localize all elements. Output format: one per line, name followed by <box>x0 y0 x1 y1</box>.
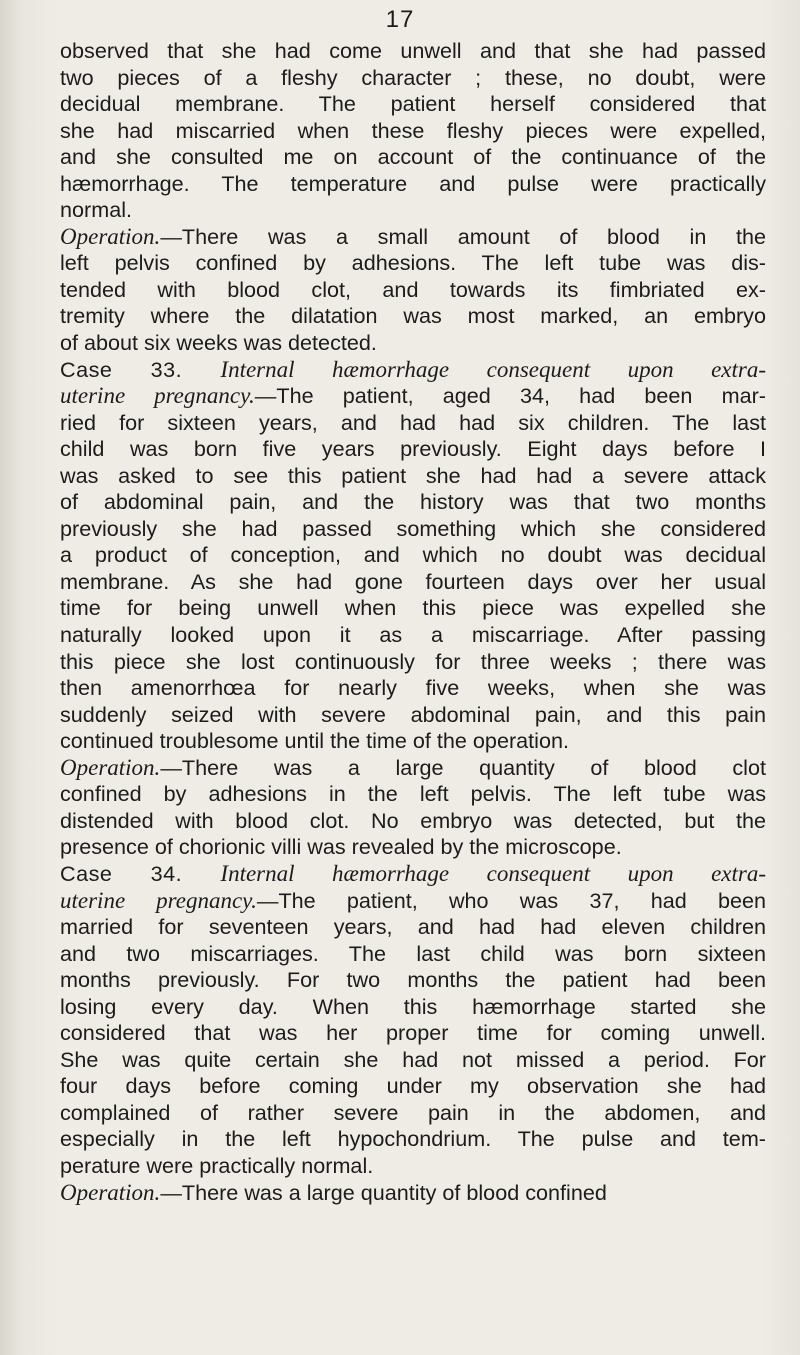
line-text: previously she had passed something which she considered <box>60 515 766 541</box>
line-text: considered that was her proper time for coming unwell. <box>60 1020 766 1046</box>
italic-heading: Internal hæmorrhage consequent upon extra- <box>220 860 766 886</box>
line-text: —There was a small amount of blood in the <box>160 223 766 249</box>
line-text: confined by adhesions in the left pelvis. The left tube was <box>60 781 766 807</box>
body-text <box>60 38 766 1206</box>
text-line <box>60 463 766 490</box>
line-text: time for being unwell when this piece was expelled she <box>60 595 766 621</box>
line-text: and she consulted me on account of the continuance of the <box>60 144 766 170</box>
text-line <box>60 542 766 569</box>
line-text: losing every day. When this hæmorrhage started she <box>60 993 766 1019</box>
text-line <box>60 1126 766 1153</box>
line-text: distended with blood clot. No embryo was detected, but the <box>60 807 766 833</box>
line-text: She was quite certain she had not missed a period. For <box>60 1046 766 1072</box>
text-line <box>60 1020 766 1047</box>
line-text: a product of conception, and which no doubt was decidual <box>60 542 766 568</box>
line-text: hæmorrhage. The temperature and pulse were practically <box>60 170 766 196</box>
text-line <box>60 516 766 543</box>
line-text: observed that she had come unwell and that she had passed <box>60 38 766 63</box>
line-text: months previously. For two months the patient had been <box>60 967 766 993</box>
text-line <box>60 781 766 808</box>
line-text: then amenorrhœa for nearly five weeks, when she was <box>60 675 766 701</box>
text-line <box>60 144 766 171</box>
line-text: normal. <box>60 197 133 223</box>
text-line <box>60 675 766 702</box>
text-line <box>60 861 766 888</box>
line-text: presence of chorionic villi was revealed by the microscope. <box>60 834 622 860</box>
case-label: Case 34. <box>60 860 221 886</box>
line-text: four days before coming under my observation she had <box>60 1073 766 1099</box>
case-label: Case 33. <box>60 356 221 382</box>
line-text: especially in the left hypochondrium. The pulse and tem- <box>60 1126 766 1152</box>
line-text: —The patient, who was 37, had been <box>256 887 766 913</box>
text-line <box>60 1073 766 1100</box>
line-text: decidual membrane. The patient herself considered that <box>60 91 766 117</box>
text-line <box>60 171 766 198</box>
text-line <box>60 197 766 224</box>
italic-heading: Internal hæmorrhage consequent upon extra- <box>220 356 766 382</box>
text-line <box>60 330 766 357</box>
line-text: this piece she lost continuously for three weeks ; there was <box>60 648 766 674</box>
text-line <box>60 755 766 782</box>
text-line <box>60 1153 766 1180</box>
line-text: membrane. As she had gone fourteen days over her usual <box>60 568 766 594</box>
text-line <box>60 941 766 968</box>
line-text: left pelvis confined by adhesions. The left tube was dis- <box>60 250 766 276</box>
line-text: tremity where the dilatation was most marked, an embryo <box>60 303 766 329</box>
line-text: suddenly seized with severe abdominal pain, and this pain <box>60 701 766 727</box>
text-line <box>60 65 766 92</box>
text-line <box>60 994 766 1021</box>
text-line <box>60 1180 766 1207</box>
line-text: —There was a large quantity of blood confined <box>160 1179 607 1205</box>
line-text: and two miscarriages. The last child was born sixteen <box>60 940 766 966</box>
line-text: —There was a large quantity of blood clot <box>160 754 766 780</box>
text-line <box>60 436 766 463</box>
line-text: continued troublesome until the time of the operation. <box>60 728 569 754</box>
italic-heading: uterine pregnancy. <box>60 383 255 409</box>
line-text: of abdominal pain, and the history was that two months <box>60 489 766 515</box>
text-line <box>60 410 766 437</box>
text-line <box>60 834 766 861</box>
line-text: tended with blood clot, and towards its fimbriated ex- <box>60 276 766 302</box>
text-line <box>60 649 766 676</box>
text-line <box>60 702 766 729</box>
text-line <box>60 250 766 277</box>
text-line <box>60 38 766 65</box>
line-text: naturally looked upon it as a miscarriage. After passing <box>60 622 766 648</box>
text-line <box>60 967 766 994</box>
line-text: of about six weeks was detected. <box>60 330 377 356</box>
text-line <box>60 357 766 384</box>
text-line <box>60 888 766 915</box>
italic-heading: Operation. <box>60 223 161 249</box>
text-line <box>60 1047 766 1074</box>
italic-heading: uterine pregnancy. <box>60 887 257 913</box>
text-line <box>60 595 766 622</box>
text-line <box>60 277 766 304</box>
text-line <box>60 91 766 118</box>
text-line <box>60 1100 766 1127</box>
line-text: two pieces of a fleshy character ; these, no doubt, were <box>60 64 766 90</box>
italic-heading: Operation. <box>60 754 161 780</box>
italic-heading: Operation. <box>60 1179 161 1205</box>
text-line <box>60 914 766 941</box>
page-number: 17 <box>385 6 415 33</box>
line-text: complained of rather severe pain in the abdomen, and <box>60 1099 766 1125</box>
text-line <box>60 569 766 596</box>
text-line <box>60 622 766 649</box>
text-line <box>60 303 766 330</box>
line-text: married for seventeen years, and had had eleven children <box>60 914 766 940</box>
line-text: was asked to see this patient she had had a severe attack <box>60 462 766 488</box>
text-line <box>60 383 766 410</box>
line-text: she had miscarried when these fleshy pieces were expelled, <box>60 117 766 143</box>
text-line <box>60 808 766 835</box>
text-line <box>60 728 766 755</box>
text-line <box>60 489 766 516</box>
line-text: child was born five years previously. Eight days before I <box>60 436 766 462</box>
line-text: ried for sixteen years, and had had six children. The last <box>60 409 766 435</box>
text-line <box>60 118 766 145</box>
text-line <box>60 224 766 251</box>
line-text: —The patient, aged 34, had been mar- <box>254 383 766 409</box>
line-text: perature were practically normal. <box>60 1152 374 1178</box>
